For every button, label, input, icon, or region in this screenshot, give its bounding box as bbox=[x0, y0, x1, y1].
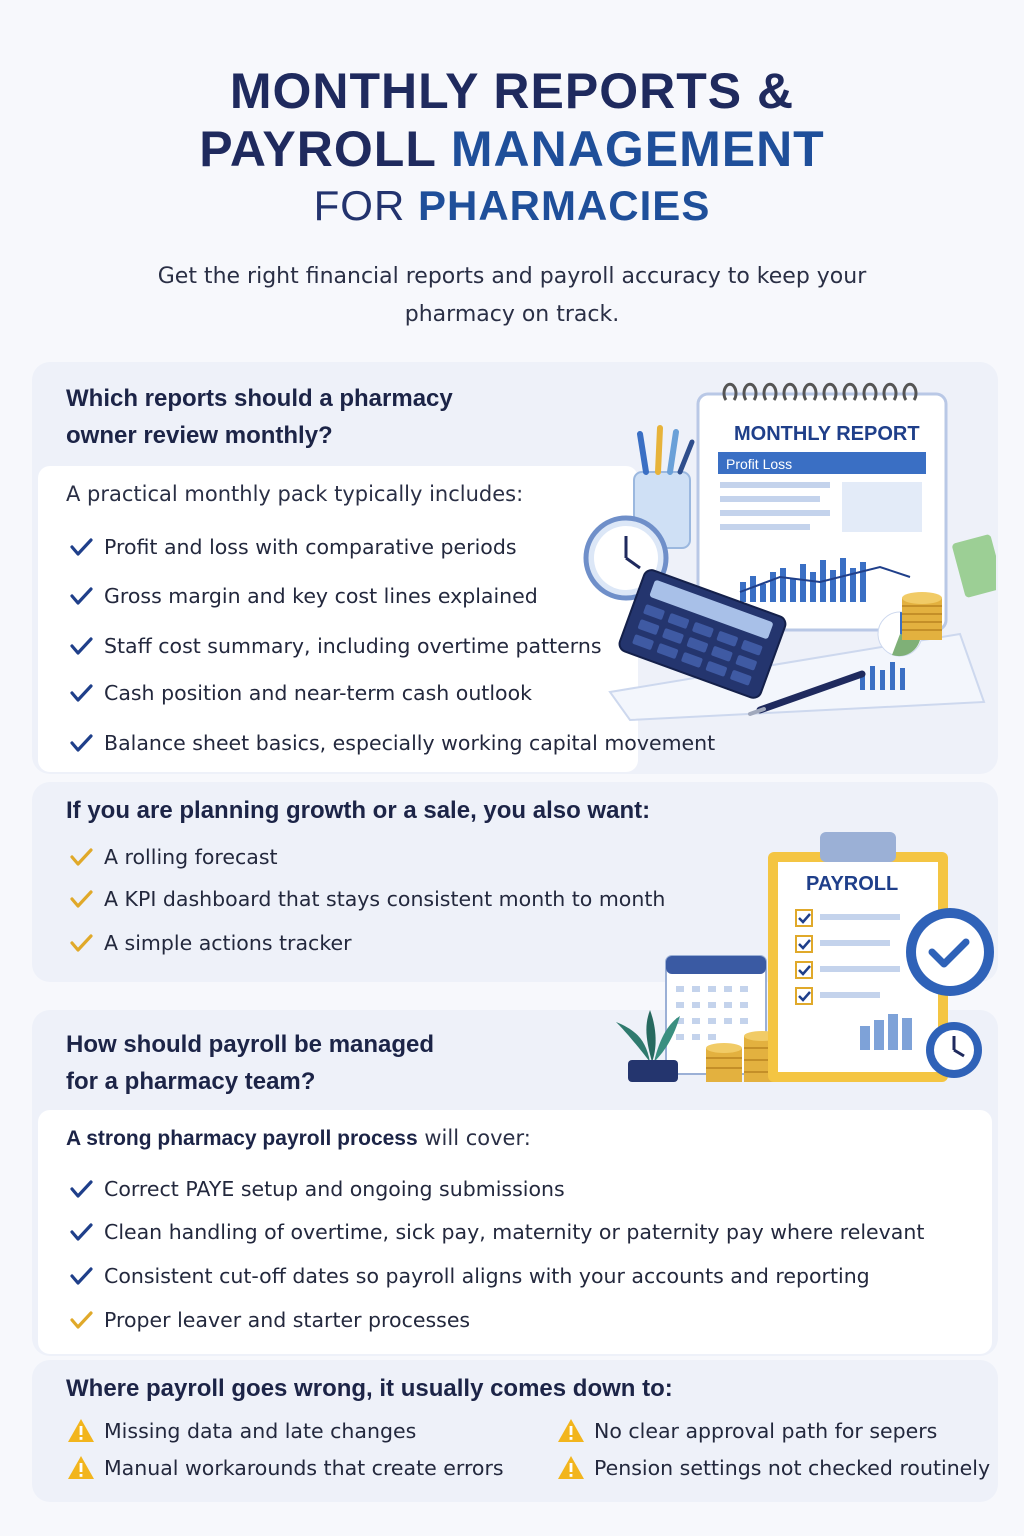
list-item bbox=[66, 1453, 504, 1483]
section-payroll-heading bbox=[66, 1026, 434, 1100]
check-icon bbox=[66, 1261, 96, 1291]
list-item-label: Missing data and late changes bbox=[104, 1419, 417, 1443]
warning-icon bbox=[556, 1416, 586, 1446]
list-item-label: Staff cost summary, including overtime patterns bbox=[104, 634, 602, 658]
warning-icon bbox=[66, 1416, 96, 1446]
list-item bbox=[66, 1261, 870, 1291]
check-icon bbox=[66, 728, 96, 758]
list-item bbox=[66, 1217, 924, 1247]
section-payroll-heading-line2: for a pharmacy team? bbox=[66, 1068, 316, 1095]
list-item bbox=[66, 678, 532, 708]
title-line-2 bbox=[0, 120, 1024, 178]
list-item bbox=[66, 532, 517, 562]
warning-icon bbox=[556, 1453, 586, 1483]
title-line-3-b: PHARMACIES bbox=[417, 182, 711, 229]
section-reports-heading-line2: owner review monthly? bbox=[66, 422, 333, 449]
title-line-2-a: PAYROLL bbox=[199, 121, 451, 177]
list-item bbox=[66, 631, 602, 661]
list-item-label: Pension settings not checked routinely bbox=[594, 1456, 991, 1480]
calendar-icon bbox=[698, 384, 946, 630]
title-line-3-a: FOR bbox=[313, 182, 418, 229]
check-icon bbox=[66, 532, 96, 562]
list-item-label: No clear approval path for sepers bbox=[594, 1419, 938, 1443]
list-item bbox=[66, 1416, 416, 1446]
section-growth-heading: If you are planning growth or a sale, you also want: bbox=[66, 797, 651, 824]
list-item-label: Manual workarounds that create errors bbox=[104, 1456, 504, 1480]
list-item-label: Clean handling of overtime, sick pay, maternity or paternity pay where relevant bbox=[104, 1220, 925, 1244]
check-icon bbox=[66, 842, 96, 872]
title-line-2-b: MANAGEMENT bbox=[450, 121, 825, 177]
list-item bbox=[66, 728, 715, 758]
section-reports-list-card bbox=[38, 466, 638, 772]
coins-icon bbox=[902, 592, 942, 640]
report-title: MONTHLY REPORT bbox=[734, 423, 920, 445]
list-item-label: Proper leaver and starter processes bbox=[104, 1308, 471, 1332]
list-item-label: Gross margin and key cost lines explained bbox=[104, 584, 538, 608]
section-payroll-lead bbox=[66, 1126, 531, 1151]
list-item-label: A simple actions tracker bbox=[104, 931, 352, 955]
list-item bbox=[556, 1416, 937, 1446]
list-item bbox=[66, 842, 278, 872]
list-item-label: A rolling forecast bbox=[104, 845, 278, 869]
check-icon bbox=[66, 678, 96, 708]
section-problems-heading: Where payroll goes wrong, it usually comes down to: bbox=[66, 1375, 673, 1402]
list-item-label: Balance sheet basics, especially working capital movement bbox=[104, 731, 716, 755]
list-item-label: Consistent cut-off dates so payroll aligns with your accounts and reporting bbox=[104, 1264, 870, 1288]
title-line-3 bbox=[0, 182, 1024, 230]
section-payroll-lead-rest: will cover: bbox=[417, 1126, 531, 1150]
list-item bbox=[66, 581, 538, 611]
clock-icon bbox=[906, 908, 994, 996]
check-icon bbox=[66, 581, 96, 611]
list-item bbox=[556, 1453, 990, 1483]
list-item-label: Profit and loss with comparative periods bbox=[104, 535, 517, 559]
section-reports-heading bbox=[66, 380, 453, 454]
section-payroll-heading-line1: How should payroll be managed bbox=[66, 1031, 435, 1058]
warning-icon bbox=[66, 1453, 96, 1483]
list-item bbox=[66, 928, 352, 958]
monthly-report-illustration bbox=[580, 372, 996, 722]
list-item-label: Correct PAYE setup and ongoing submissions bbox=[104, 1177, 565, 1201]
check-icon bbox=[66, 631, 96, 661]
clipboard-title: PAYROLL bbox=[806, 873, 899, 895]
list-item-label: Cash position and near-term cash outlook bbox=[104, 681, 532, 705]
check-icon bbox=[66, 1217, 96, 1247]
title-line-1: MONTHLY REPORTS & bbox=[229, 63, 795, 119]
list-item bbox=[66, 1305, 470, 1335]
money-icon bbox=[951, 534, 996, 598]
check-icon bbox=[66, 1305, 96, 1335]
subtitle: Get the right financial reports and payroll accuracy to keep your pharmacy on track. bbox=[157, 264, 867, 327]
check-icon bbox=[66, 928, 96, 958]
alarm-clock-icon bbox=[926, 1022, 982, 1078]
check-icon bbox=[66, 1174, 96, 1204]
list-item bbox=[66, 884, 665, 914]
list-item bbox=[66, 1174, 565, 1204]
check-icon bbox=[66, 884, 96, 914]
payroll-illustration bbox=[610, 826, 998, 1092]
section-reports-lead: A practical monthly pack typically includes: bbox=[66, 482, 524, 506]
section-payroll-lead-bold: A strong pharmacy payroll process bbox=[66, 1127, 418, 1150]
section-reports-heading-line1: Which reports should a pharmacy bbox=[66, 385, 453, 412]
list-item-label: A KPI dashboard that stays consistent month to month bbox=[104, 887, 666, 911]
report-header: Profit Loss bbox=[726, 456, 793, 472]
